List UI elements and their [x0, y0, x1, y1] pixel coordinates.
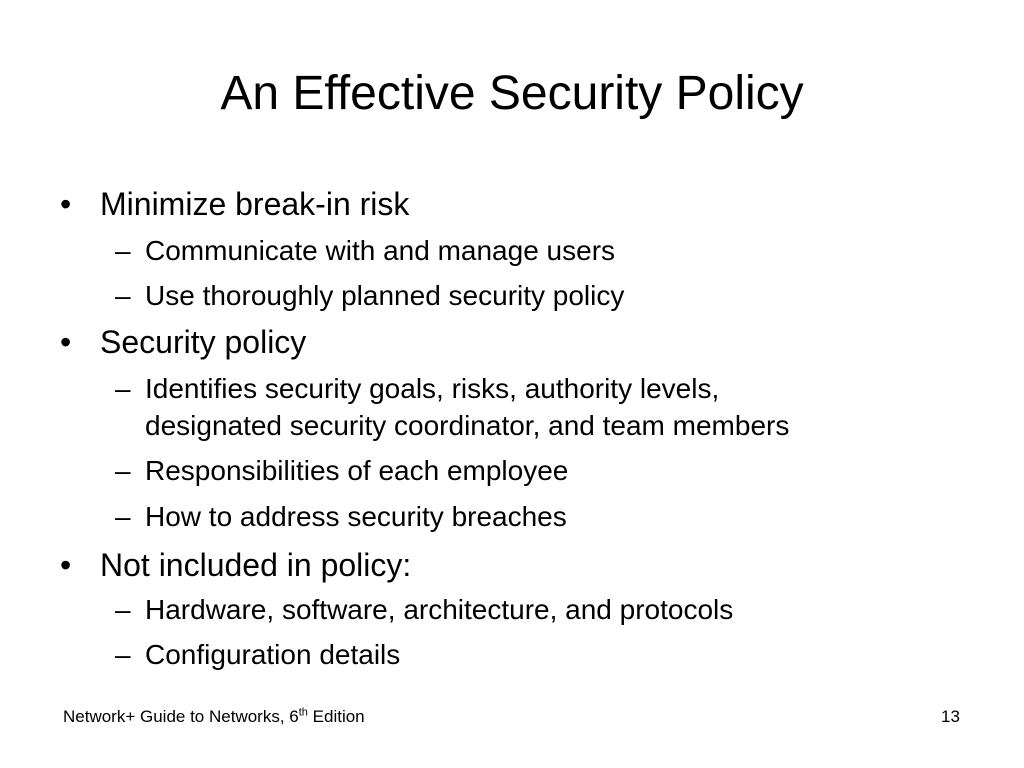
- dash-marker: –: [115, 235, 131, 266]
- slide-page-number: 13: [941, 707, 960, 726]
- bullet-text: Minimize break-in risk: [100, 186, 410, 222]
- dash-marker: –: [115, 455, 131, 486]
- sub-bullet-text-line1: Identifies security goals, risks, authority levels,: [145, 373, 720, 404]
- sub-bullet-text: Use thoroughly planned security policy: [145, 280, 625, 311]
- bullet-text: Not included in policy:: [100, 547, 412, 583]
- dash-marker: –: [115, 501, 131, 532]
- dash-marker: –: [115, 639, 131, 670]
- sub-bullet-text: How to address security breaches: [145, 501, 567, 532]
- bullet-marker: •: [60, 324, 72, 360]
- footer-book-title: [63, 706, 365, 728]
- sub-bullet-text-line2: designated security coordinator, and team members: [145, 410, 790, 441]
- dash-marker: –: [115, 280, 131, 311]
- slide-title: An Effective Security Policy: [220, 67, 804, 120]
- bullet-marker: •: [60, 186, 72, 222]
- footer-book-superscript: th: [298, 706, 308, 719]
- bullet-text: Security policy: [100, 324, 307, 360]
- dash-marker: –: [115, 594, 131, 625]
- sub-bullet-text: Configuration details: [145, 639, 401, 670]
- sub-bullet-text: Hardware, software, architecture, and protocols: [145, 594, 734, 625]
- dash-marker: –: [115, 373, 131, 404]
- sub-bullet-text: Responsibilities of each employee: [145, 455, 569, 486]
- footer-book-suffix: Edition: [307, 707, 365, 726]
- sub-bullet-text: Communicate with and manage users: [145, 235, 616, 266]
- bullet-marker: •: [60, 547, 72, 583]
- footer-book-prefix: Network+ Guide to Networks, 6: [63, 707, 299, 726]
